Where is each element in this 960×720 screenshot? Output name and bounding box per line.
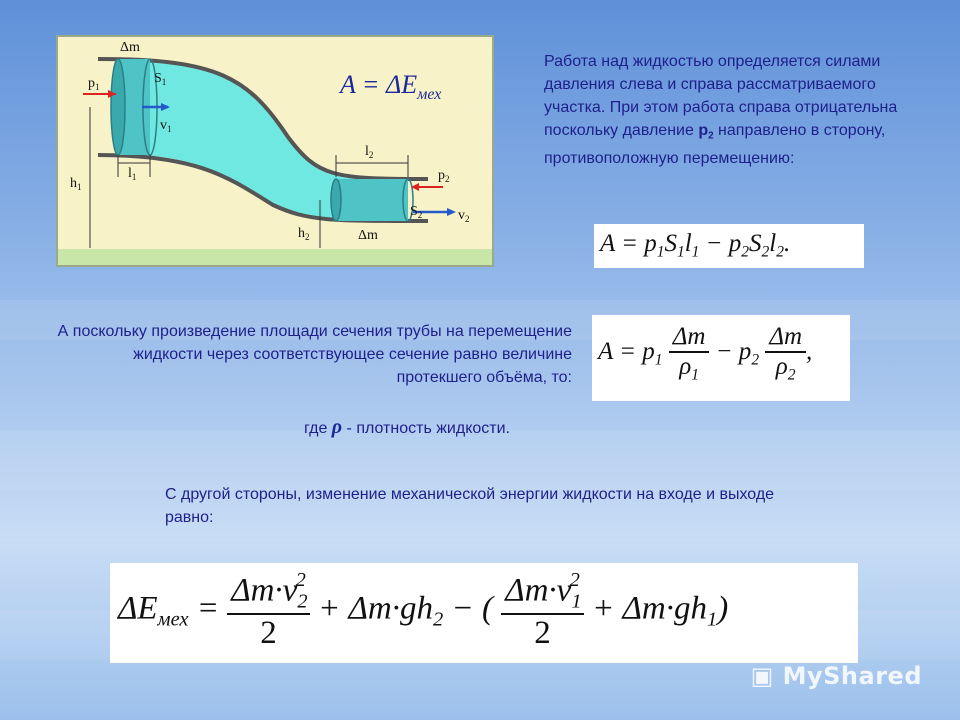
paragraph-1-text-end: направлено в сторону, противоположную перемещению: xyxy=(544,122,886,168)
pipe-illustration xyxy=(58,37,492,265)
label-dm-bottom: Δm xyxy=(358,228,378,243)
paragraph-1-text: Работа над жидкостью определяется силами давления слева и справа рассматриваемого участка. При этом работа справа отрицательна поскольку давление xyxy=(544,53,898,139)
paragraph-2-text: А поскольку произведение площади сечения трубы на перемещение жидкости через соответствующее сечение равно величине протекшего объёма, то: xyxy=(57,323,572,386)
label-s1: $S_1$ xyxy=(154,71,167,87)
label-v1: $v_1$ xyxy=(160,118,172,134)
v2-arrowhead xyxy=(447,208,456,216)
rho-symbol: ρ xyxy=(331,416,343,438)
p2-symbol: p xyxy=(698,122,709,139)
pipe-diagram xyxy=(56,35,494,267)
label-dm-top: Δm xyxy=(120,40,140,55)
right-fluid-element xyxy=(336,179,408,221)
label-h2: $h_2$ xyxy=(298,226,310,242)
paragraph-work-pressure xyxy=(544,50,924,170)
label-s2: $S_2$ xyxy=(410,204,423,220)
formula-work-density: $A = p_1$ $\frac{\Delta m}{\rho_1}$ − $p_2$ $\frac{\Delta m}{\rho_2}$ , xyxy=(592,315,850,401)
paragraph-energy-change xyxy=(165,483,805,529)
paragraph-density xyxy=(304,416,510,440)
watermark-text: MyShared xyxy=(782,662,922,690)
formula-energy-change: $\Delta E_{мех}$ = $\frac{\Delta m\cdot v_2^2}{2}$ + $\Delta m\cdot gh_2$ − ( $\frac{\Delta m\cdot v_1^2}{2}$ + $\Delta m\cdot gh_1$) xyxy=(110,563,858,663)
label-p1: $p_1$ xyxy=(88,76,100,92)
paragraph-3-text: где xyxy=(304,420,332,437)
p2-subscript: 2 xyxy=(708,130,714,142)
left-cylinder-end xyxy=(111,59,125,155)
ground xyxy=(58,249,492,265)
right-cylinder-end xyxy=(331,179,341,221)
diagram-formula: $A = \Delta E_{мех}$ xyxy=(340,70,442,103)
label-h1: $h_1$ xyxy=(70,176,82,192)
watermark-logo xyxy=(751,662,922,690)
label-l2: $l_2$ xyxy=(365,144,374,160)
label-l1: $l_1$ xyxy=(128,166,137,182)
paragraph-4-text: С другой стороны, изменение механической энергии жидкости на входе и выходе равно: xyxy=(165,486,775,526)
formula-work: $A = p_1S_1l_1 - p_2S_2l_2$. xyxy=(594,224,864,268)
label-v2: $v_2$ xyxy=(458,208,470,224)
watermark-icon: ▣ xyxy=(750,662,774,690)
paragraph-volume xyxy=(52,320,572,389)
label-p2: $p_2$ xyxy=(438,168,450,184)
paragraph-3-text-end: - плотность жидкости. xyxy=(342,420,510,437)
